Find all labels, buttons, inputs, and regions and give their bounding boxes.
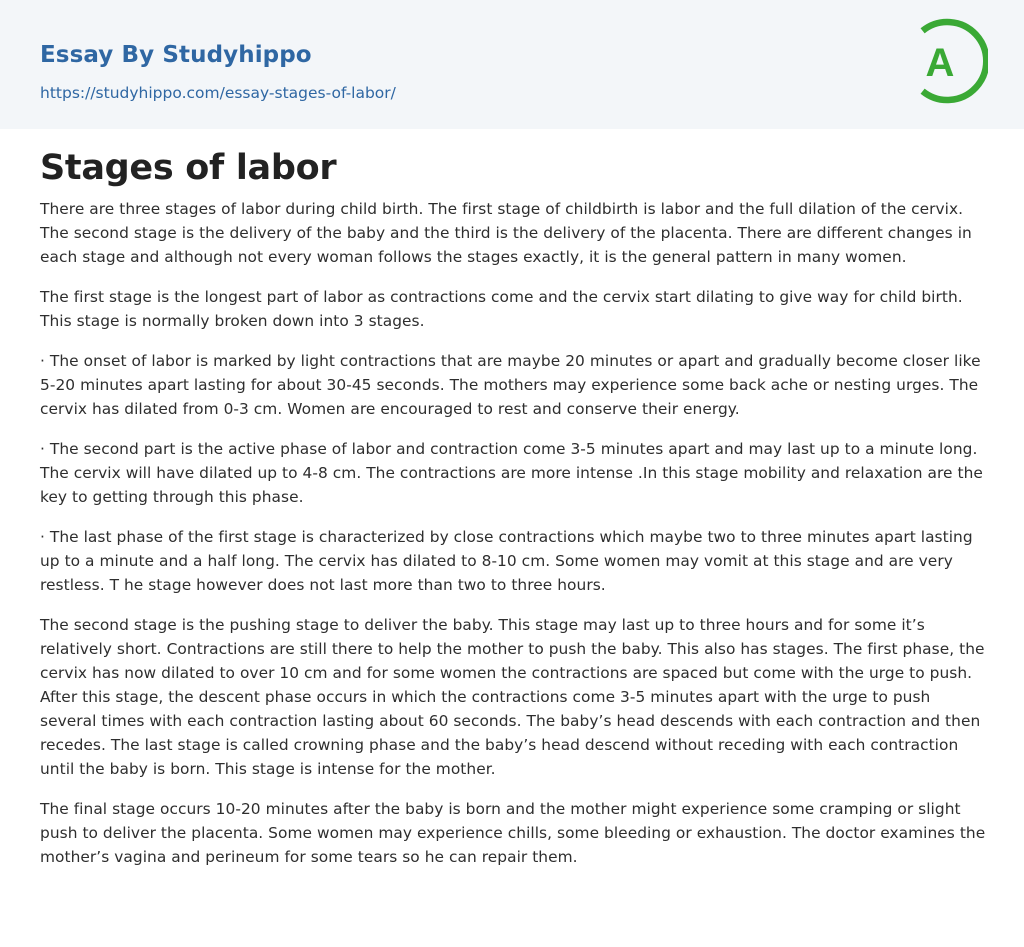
paragraph-second-stage: The second stage is the pushing stage to deliver the baby. This stage may last up to three hours and for some it’s relatively short. Contractions are still there to help the mother to push the baby. This also has stages. The first phase, the cervix has now dilated to over 10 cm and for some women the contractions are spaced but come with the urge to push. After this stage, the descent phase occurs in which the contractions come 3-5 minutes apart with the urge to push several times with each contraction lasting about 60 seconds. The baby’s head descends with each contraction and then recedes. The last stage is called crowning phase and the baby’s head descend without receding with each contraction until the baby is born. This stage is intense for the mother. <box>40 616 985 778</box>
paragraph-last-phase: · The last phase of the first stage is characterized by close contractions which maybe two to three minutes apart lasting up to a minute and a half long. The cervix has dilated to 8-10 cm. Some women may vomit at this stage and are very restless. T he stage however does not last more than two to three hours. <box>40 528 973 594</box>
paragraph-active-phase: · The second part is the active phase of labor and contraction come 3-5 minutes apart and may last up to a minute long. The cervix will have dilated up to 4-8 cm. The contractions are more intense .In this stage mobility and relaxation are the key to getting through this phase. <box>40 440 983 506</box>
studyhippo-logo-icon[interactable] <box>908 18 988 106</box>
brand-title[interactable]: Essay By Studyhippo <box>40 42 312 68</box>
page-header <box>0 0 1024 129</box>
article-title: Stages of labor <box>40 148 337 188</box>
paragraph-final-stage: The final stage occurs 10-20 minutes after the baby is born and the mother might experience some cramping or slight push to deliver the placenta. Some women may experience chills, some bleeding or exhaustion. The doctor examines the mother’s vagina and perineum for some tears so he can repair them. <box>40 800 986 866</box>
paragraph-intro: There are three stages of labor during child birth. The first stage of childbirth is labor and the full dilation of the cervix. The second stage is the delivery of the baby and the third is the delivery of the placenta. There are different changes in each stage and although not every woman follows the stages exactly, it is the general pattern in many women. <box>40 200 972 266</box>
paragraph-first-stage: The first stage is the longest part of labor as contractions come and the cervix start dilating to give way for child birth. This stage is normally broken down into 3 stages. <box>40 288 963 330</box>
source-url-link[interactable]: https://studyhippo.com/essay-stages-of-labor/ <box>40 84 396 102</box>
article <box>40 146 988 885</box>
paragraph-onset: · The onset of labor is marked by light contractions that are maybe 20 minutes or apart and gradually become closer like 5-20 minutes apart lasting for about 30-45 seconds. The mothers may experience some back ache or nesting urges. The cervix has dilated from 0-3 cm. Women are encouraged to rest and conserve their energy. <box>40 352 981 418</box>
logo-letter: A <box>925 41 955 85</box>
